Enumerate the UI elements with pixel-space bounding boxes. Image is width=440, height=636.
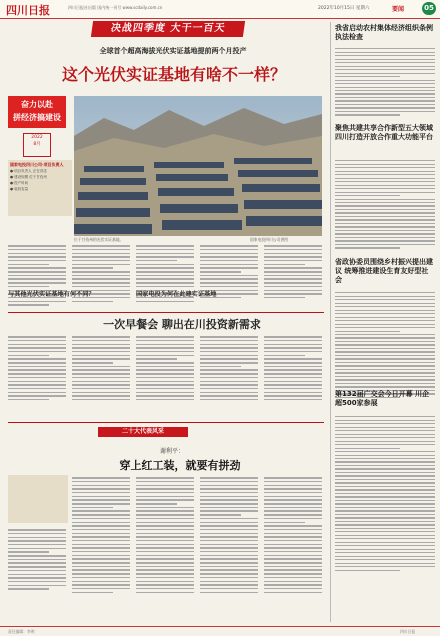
right-story-2-headline[interactable]: 聚焦共建共享合作新型五大领域 四川打造开放合作重大功能平台	[335, 124, 433, 141]
story3-body-col-4	[200, 475, 258, 595]
subheading: 国家电投为何在此建实证基地	[136, 291, 217, 298]
story3-body-col-3	[136, 475, 194, 595]
section-divider	[8, 312, 324, 313]
story2-body-col-5	[264, 334, 322, 403]
right-story-2-body	[335, 158, 435, 251]
solar-base-photo[interactable]	[74, 96, 322, 236]
photo-caption: 位于甘孜州的光伏实证基地。	[74, 237, 124, 242]
campaign-banner: 决战四季度 大干一百天	[91, 21, 245, 37]
footer-editor: 责任编辑：李明	[8, 629, 35, 634]
page-number: 05	[422, 2, 436, 15]
sidebar-title: 国家电投四川公司·项目负责人	[10, 162, 64, 167]
slogan-box: 奋力以赴 拼经济搞建设	[8, 96, 66, 128]
right-story-4-headline[interactable]: 第132届广交会今日开幕 川企超500家参展	[335, 390, 430, 407]
lead-body-col-5	[264, 243, 322, 301]
story3-subject: 谢利平：	[160, 448, 185, 455]
sidebar-item: ●·项目负责人 正在讲述	[10, 169, 47, 173]
masthead-meta: 四川日报社出版 国内统一刊号 www.scdaily.com.cn	[68, 5, 163, 10]
sidebar-item: ●·投产时间	[10, 181, 29, 185]
date-stamp: 2022 8月	[23, 133, 51, 157]
masthead	[0, 0, 440, 19]
lead-body-col-1	[8, 243, 66, 308]
column-divider	[330, 22, 331, 622]
lead-kicker: 全球首个超高海拔光伏实证基地提前两个月投产	[99, 47, 247, 55]
info-sidebar	[8, 160, 72, 216]
delegate-section-label: 二十大代表风采	[98, 427, 188, 437]
right-story-3-body	[335, 290, 435, 400]
right-story-1-headline[interactable]: 我省启动农村集体经济组织条例执法检查	[335, 24, 433, 41]
sidebar-item: ●·建设规模 位于甘孜州	[10, 175, 47, 179]
newspaper-logo: 四川日报	[6, 4, 50, 17]
section-divider	[8, 422, 324, 423]
story2-headline[interactable]: 一次早餐会 聊出在川投资新需求	[103, 318, 261, 331]
story3-body-col-5	[264, 475, 322, 595]
photo-credit: 国家电投四川公司供图	[250, 237, 288, 242]
issue-date: 2022年10月15日 星期六	[318, 6, 370, 11]
sidebar-item: ●·装机容量	[10, 187, 29, 191]
footer-brand: 四川日报	[400, 629, 416, 634]
story2-body-col-1	[8, 334, 66, 403]
story2-body-col-2	[72, 334, 130, 403]
story3-body-col-1	[8, 527, 66, 592]
right-story-4-body	[335, 414, 435, 573]
right-story-1-body	[335, 46, 435, 118]
story2-body-col-4	[200, 334, 258, 403]
story2-body-col-3	[136, 334, 194, 403]
story3-headline[interactable]: 穿上红工装，就要有拼劲	[119, 459, 241, 472]
right-story-3-headline[interactable]: 省政协委员围绕乡村振兴提出建议 统筹推进建设生育友好型社会	[335, 258, 433, 284]
story3-body-col-2	[72, 475, 130, 595]
subheading: 与其他光伏实证基地有何不同？	[8, 291, 95, 298]
profile-box	[8, 475, 68, 523]
lead-headline[interactable]: 这个光伏实证基地有啥不一样？	[61, 65, 286, 84]
section-name: 要闻	[392, 6, 405, 13]
